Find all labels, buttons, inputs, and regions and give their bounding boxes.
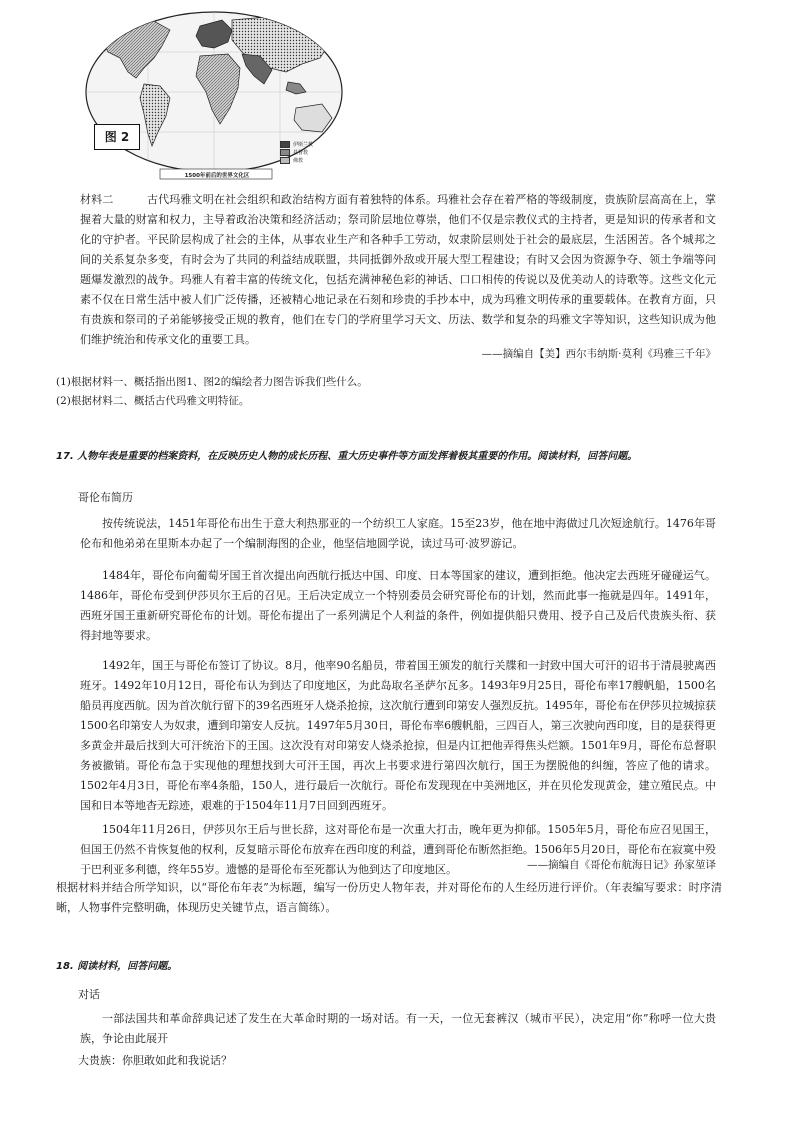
legend-text: 佛教 [293,157,304,164]
question-18-heading: 18. 阅读材料，回答问题。 [56,961,178,972]
legend-item [280,140,340,148]
legend-text: 基督教 [293,149,309,156]
resume-paragraph-3: 1492年，国王与哥伦布签订了协议。8月，他率90名船员，带着国王颁发的航行关牒和一封致中国大可汗的诏书于清晨驶离西班牙。1492年10月12日，哥伦布认为到达了印度地区，为此岛取名圣萨尔瓦多。1493年9月25日，哥伦布率17艘帆船，1500名船员再度西航。因为首次航行留下的39名西班牙人烧杀抢掠，这次航行遭到印第安人强烈反抗。1495年，哥伦布在伊莎贝拉城掠获1500名印第安人为奴隶，遭到印第安人反抗。1497年5月30日，哥伦布率6艘帆船，三四百人，第三次驶向西印度，目的是获得更多黄金并最后找到大可汗统治下的王国。这次没有对印第安人烧杀抢掠，但是内讧把他弄得焦头烂额。1501年9月，哥伦布总督职务被撤销。哥伦布急于实现他的理想找到大可汗王国，再次上书要求进行第四次航行，国王为摆脱他的纠缠，答应了他的请求。1502年4月3日，哥伦布率4条船，150人，进行最后一次航行。哥伦布发现现在中美洲地区，并在贝伦发现黄金，建立殖民点。中国和日本等地杳无踪迹，艰难的于1504年11月7日回到西班牙。 [80,659,716,812]
resume-paragraph-4: 1504年11月26日，伊莎贝尔王后与世长辞，这对哥伦布是一次重大打击，晚年更为抑郁。1505年5月，哥伦布应召见国王，但国王仍然不肯恢复他的权利，反复暗示哥伦布放弃在西印度的利益，遭到哥伦布断然拒绝。1506年5月20日，哥伦布在寂寞中殁于巴利亚多利德，终年55岁。遗憾的是哥伦布至死都认为他到达了印度地区。 [80,823,716,876]
question-18-subtitle: 对话 [78,988,100,1001]
question-17-subtitle: 哥伦布简历 [78,491,133,504]
legend-text: 伊斯兰教 [293,141,314,148]
question-16-1: (1)根据材料一、概括指出图1、图2的编绘者力图告诉我们些什么。 [56,376,368,388]
legend-swatch [280,157,290,164]
material-2-source: ——摘编自【美】西尔韦纳斯·莫利《玛雅三千年》 [481,348,716,360]
legend-swatch [280,149,290,156]
question-17-material [80,514,716,880]
legend-item [280,156,340,164]
resume-paragraph-1: 按传统说法，1451年哥伦布出生于意大利热那亚的一个纺织工人家庭。15至23岁，他在地中海做过几次短途航行。1476年哥伦布和他弟弟在里斯本办起了一个编制海图的企业，他坚信地圆学说，读过马可·波罗游记。 [80,517,716,550]
question-18-dialogue: 大贵族：你胆敢如此和我说话？ [78,1054,232,1067]
figure-caption: 1500年前后的世界文化区 [184,173,250,179]
question-17-source: ——摘编自《哥伦布航海日记》孙家堃译 [527,859,716,871]
question-16-2: (2)根据材料二、概括古代玛雅文明特征。 [56,395,250,407]
material-2-paragraph: 材料二 古代玛雅文明在社会组织和政治结构方面有着独特的体系。玛雅社会存在着严格的等级制度，贵族阶层高高在上，掌握着大量的财富和权力，主导着政治决策和经济活动；祭司阶层地位尊崇，他们不仅是宗教仪式的主持者，更是知识的传承者和文化的守护者。平民阶层构成了社会的主体，从事农业生产和各种手工劳动，奴隶阶层则处于社会的最底层，生活困苦。各个城邦之间的关系复杂多变，有时会为了共同的利益结成联盟，共同抵御外敌或开展大型工程建设；有时又会因为资源争夺、领土争端等问题爆发激烈的战争。玛雅人有着丰富的传统文化，包括充满神秘色彩的神话、口口相传的传说以及优美动人的诗歌等。这些文化元素不仅在日常生活中被人们广泛传播，还被精心地记录在石刻和珍贵的手抄本中，成为玛雅文明传承的重要载体。在教育方面，只有贵族和祭司的子弟能够接受正规的教育，他们在专门的学府里学习天文、历法、数学和复杂的玛雅文字等知识，这些知识成为他们维护统治和传承文化的重要工具。 [80,193,716,346]
material-2-block [80,190,716,350]
question-17-heading: 17. 人物年表是重要的档案资料，在反映历史人物的成长历程、重大历史事件等方面发挥着极其重要的作用。阅读材料，回答问题。 [56,451,638,462]
legend-swatch [280,141,290,148]
question-18-paragraph: 一部法国共和革命辞典记述了发生在大革命时期的一场对话。有一天，一位无套裤汉（城市平民），决定用“你”称呼一位大贵族，争论由此展开 [80,1012,716,1045]
map-legend [280,140,340,164]
resume-paragraph-2: 1484年，哥伦布向葡萄牙国王首次提出向西航行抵达中国、印度、日本等国家的建议，遭到拒绝。他决定去西班牙碰碰运气。1486年，哥伦布受到伊莎贝尔王后的召见。王后决定成立一个特别委员会研究哥伦布的计划，然而此事一拖就是四年。1491年，西班牙国王重新研究哥伦布的计划。哥伦布提出了一系列满足个人利益的条件，例如提供船只费用、授予自己及后代贵族头衔、获得封地等要求。 [80,569,716,642]
world-map-figure [82,6,347,186]
figure-label: 图 2 [94,124,140,150]
question-18-material [80,1009,716,1049]
question-17-task: 根据材料并结合所学知识，以“哥伦布年表”为标题，编写一份历史人物年表，并对哥伦布的人生经历进行评价。（年表编写要求：时序清晰，人物事件完整明确，体现历史关键节点，语言简练）。 [56,881,722,914]
legend-item [280,148,340,156]
